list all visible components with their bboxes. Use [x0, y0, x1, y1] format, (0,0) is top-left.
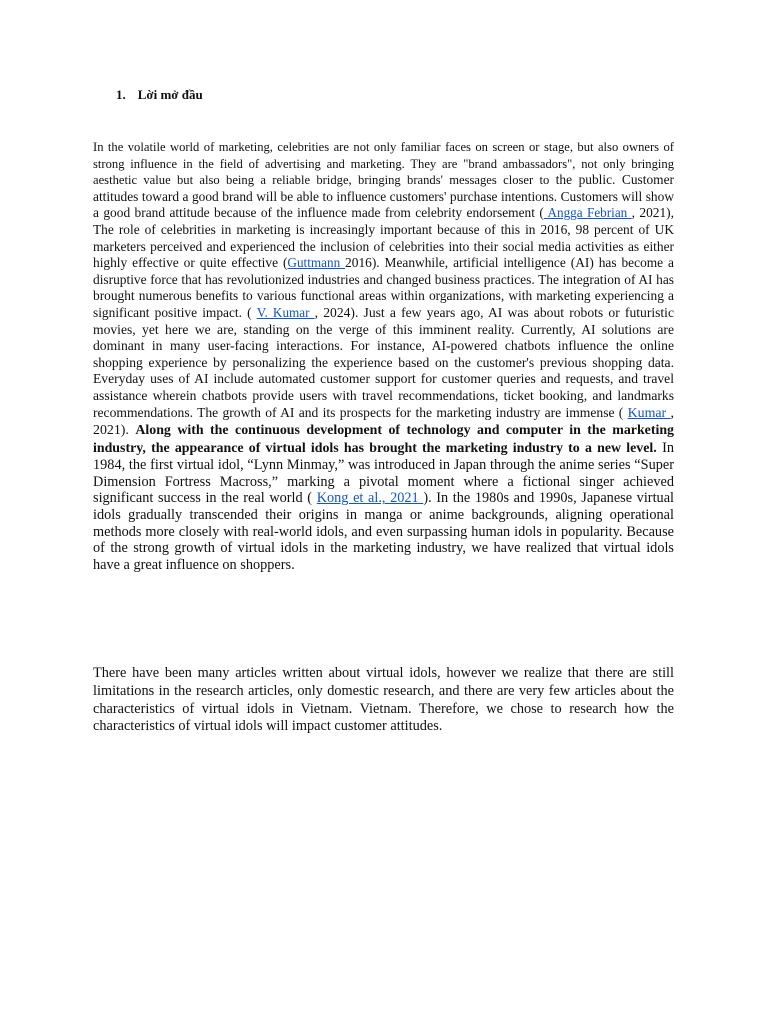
intro-paragraph — [93, 139, 674, 573]
paragraph-text: , 2024). Just a few years ago, AI was about robots or futuristic movies, yet here we are, standing on the verge of this imminent reality. Currently, AI solutions are dominant in many user-facing interactions. For instance, AI-powered chatbots influence the online shopping experience by personalizing the experience based on the customer's previous shopping data. Everyday uses of AI include automated customer support for customer queries and requests, and travel assistance wherein chatbots provide users with travel recommendations, ticket booking, and landmarks recommendations. The growth of AI and its prospects for the marketing industry are immense ( — [93, 304, 674, 420]
section-number: 1. — [116, 87, 126, 102]
section-heading — [116, 86, 203, 104]
closing-paragraph: There have been many articles written about virtual idols, however we realize that there are still limitations in the research articles, only domestic research, and there are very few articles about the characteristics of virtual idols in Vietnam. Vietnam. Therefore, we chose to research how the characteristics of virtual idols will impact customer attitudes. — [93, 665, 674, 735]
citation-link-kumar[interactable]: Kumar — [627, 405, 671, 421]
paragraph-text: 2016). Meanwhile, artificial intelligence (AI) has become a disruptive force that has revolutionized industries and changed business practices. The integration of AI has brought numerous benefits to various functional areas within organizations, with marketing experiencing a significant positive impact. ( — [93, 255, 674, 320]
emphasis-text: Along with the continuous development of technology and computer in the marketing industry, the appearance of virtual idols has brought the marketing industry to a new level. — [93, 423, 674, 456]
paragraph-text: In the volatile world of marketing, celebrities are not only familiar faces on screen or stage, but also owners of strong influence in the field of advertising and marketing. They are "brand ambassadors", not only bringing aesthetic value but also being a reliable bridge, bringing brands' messages closer to — [93, 140, 674, 188]
citation-link-kong-et-al[interactable]: Kong et al., 2021 — [316, 490, 424, 507]
paragraph-text: ). In the 1980s and 1990s, Japanese virtual idols gradually transcended their origins in manga or anime backgrounds, aligning operational methods more closely with real-world idols, and even surpassing human idols in popularity. Because of the strong growth of virtual idols in the marketing industry, we have realized that virtual idols have a great influence on shoppers. — [93, 490, 675, 573]
paragraph-text: , 2021), The role of celebrities in marketing is increasingly important because of this in 2016, 98 percent of UK marketers perceived and experienced the inclusion of celebrities into their social media activities as either highly effective or quite effective ( — [93, 205, 674, 271]
citation-link-guttmann[interactable]: Guttmann — [287, 255, 346, 271]
paragraph-text: In 1984, the first virtual idol, “Lynn Minmay,” was introduced in Japan through the anime series “Super Dimension Fortress Macross,” marking a pivotal moment where a fictional singer achieved significant success in the real world ( — [93, 439, 674, 507]
section-title: Lời mở đầu — [137, 87, 203, 102]
citation-link-angga-febrian[interactable]: Angga Febrian — [543, 205, 632, 221]
citation-link-v-kumar[interactable]: V. Kumar — [256, 304, 315, 320]
paragraph-text: , 2021). — [93, 405, 674, 439]
paragraph-text: the public. Customer attitudes toward a good brand will be able to influence customers' purchase intentions. Customers will show a good brand attitude because of the influence made from celebrity endorsement ( — [93, 172, 674, 221]
